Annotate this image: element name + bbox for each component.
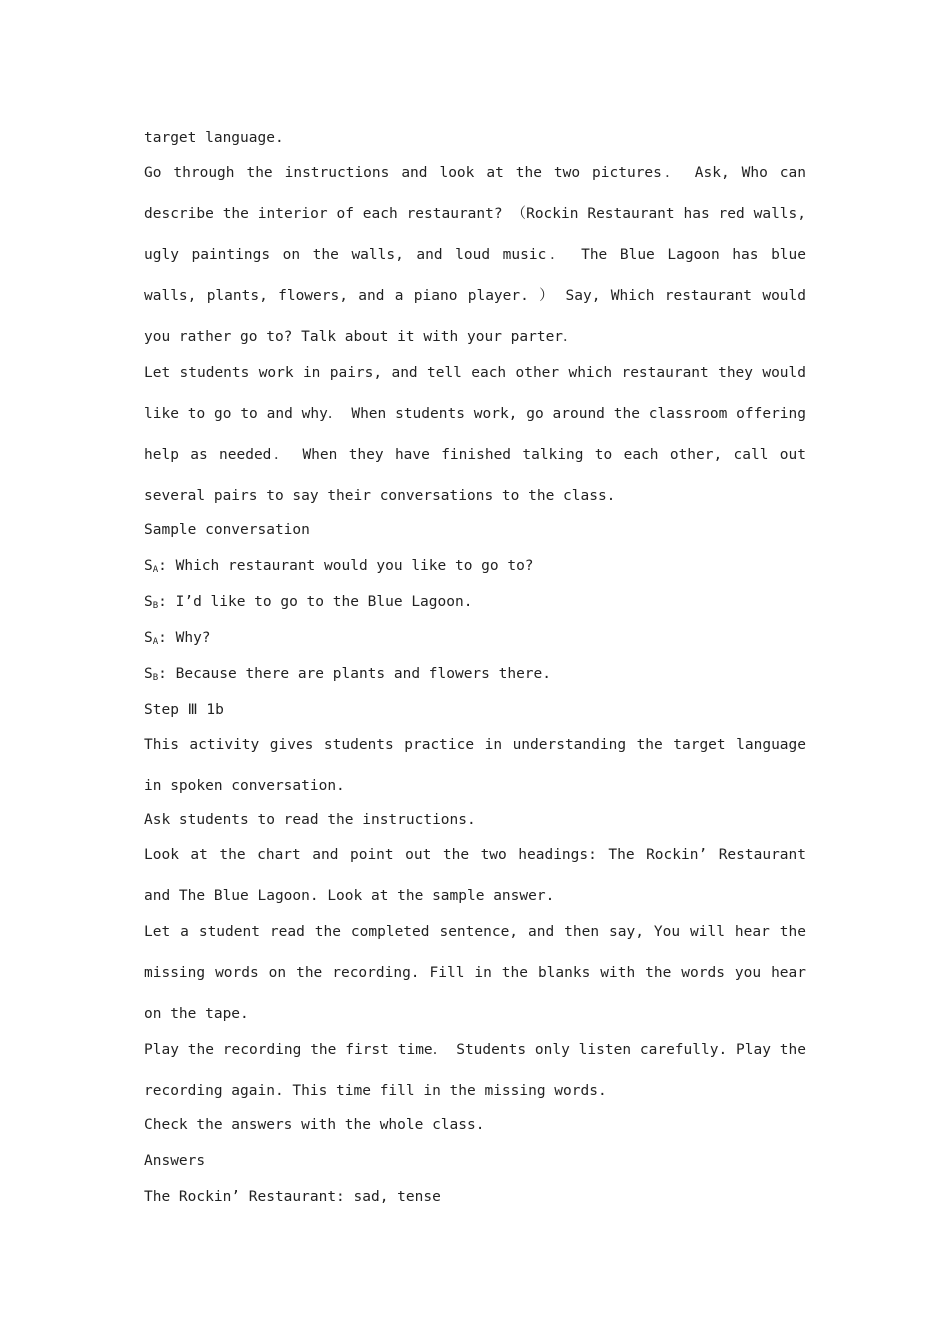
dialogue-text: : I’d like to go to the Blue Lagoon.	[158, 594, 473, 610]
answers-heading: Answers	[144, 1153, 206, 1169]
paragraph-recording: Let a student read the completed sentence, and then say, You will hear the missing words on the recording. Fill in the blanks with the words you hear on the tape.	[144, 924, 806, 1022]
dialogue-line-a2	[144, 620, 806, 656]
text-line: Ask students to read the instructions.	[144, 812, 476, 828]
dialogue-line-b2	[144, 656, 806, 692]
speaker-letter: S	[144, 594, 153, 610]
speaker-sub: A	[152, 565, 159, 575]
text-line: target language.	[144, 130, 284, 146]
dialogue-text: : Which restaurant would you like to go to?	[158, 558, 534, 574]
speaker-letter: S	[144, 558, 153, 574]
speaker-letter: S	[144, 666, 153, 682]
document-page	[144, 126, 806, 1215]
speaker-sub: A	[152, 637, 159, 647]
paragraph-activity: This activity gives students practice in understanding the target language in spoken conversation.	[144, 737, 806, 794]
paragraph-play: Play the recording the first time． Students only listen carefully. Play the recording again. This time fill in the missing words.	[144, 1042, 806, 1099]
dialogue-line-b1	[144, 584, 806, 620]
sample-heading: Sample conversation	[144, 522, 310, 538]
dialogue-line-a1	[144, 548, 806, 584]
answer-line: The Rockin’ Restaurant: sad, tense	[144, 1189, 441, 1205]
text-line: Check the answers with the whole class.	[144, 1117, 485, 1133]
speaker-letter: S	[144, 630, 153, 646]
paragraph-instructions: Go through the instructions and look at the two pictures． Ask, Who can describe the interior of each restaurant? （Rockin Restaurant has red walls, ugly paintings on the walls, and loud music． The Blue Lagoon has blue walls, plants, flowers, and a piano player. ） Say, Which restaurant would you rather go to? Talk about it with your parter．	[144, 165, 806, 345]
dialogue-text: : Why?	[158, 630, 211, 646]
paragraph-chart: Look at the chart and point out the two headings: The Rockin’ Restaurant and The Blue Lagoon. Look at the sample answer.	[144, 847, 806, 904]
paragraph-pair-work: Let students work in pairs, and tell each other which restaurant they would like to go to and why． When students work, go around the classroom offering help as needed． When they have finished talking to each other, call out several pairs to say their conversations to the class.	[144, 365, 806, 504]
dialogue-text: : Because there are plants and flowers there.	[158, 666, 551, 682]
step-heading: Step Ⅲ 1b	[144, 702, 224, 718]
speaker-sub: B	[152, 673, 159, 683]
speaker-sub: B	[152, 601, 159, 611]
